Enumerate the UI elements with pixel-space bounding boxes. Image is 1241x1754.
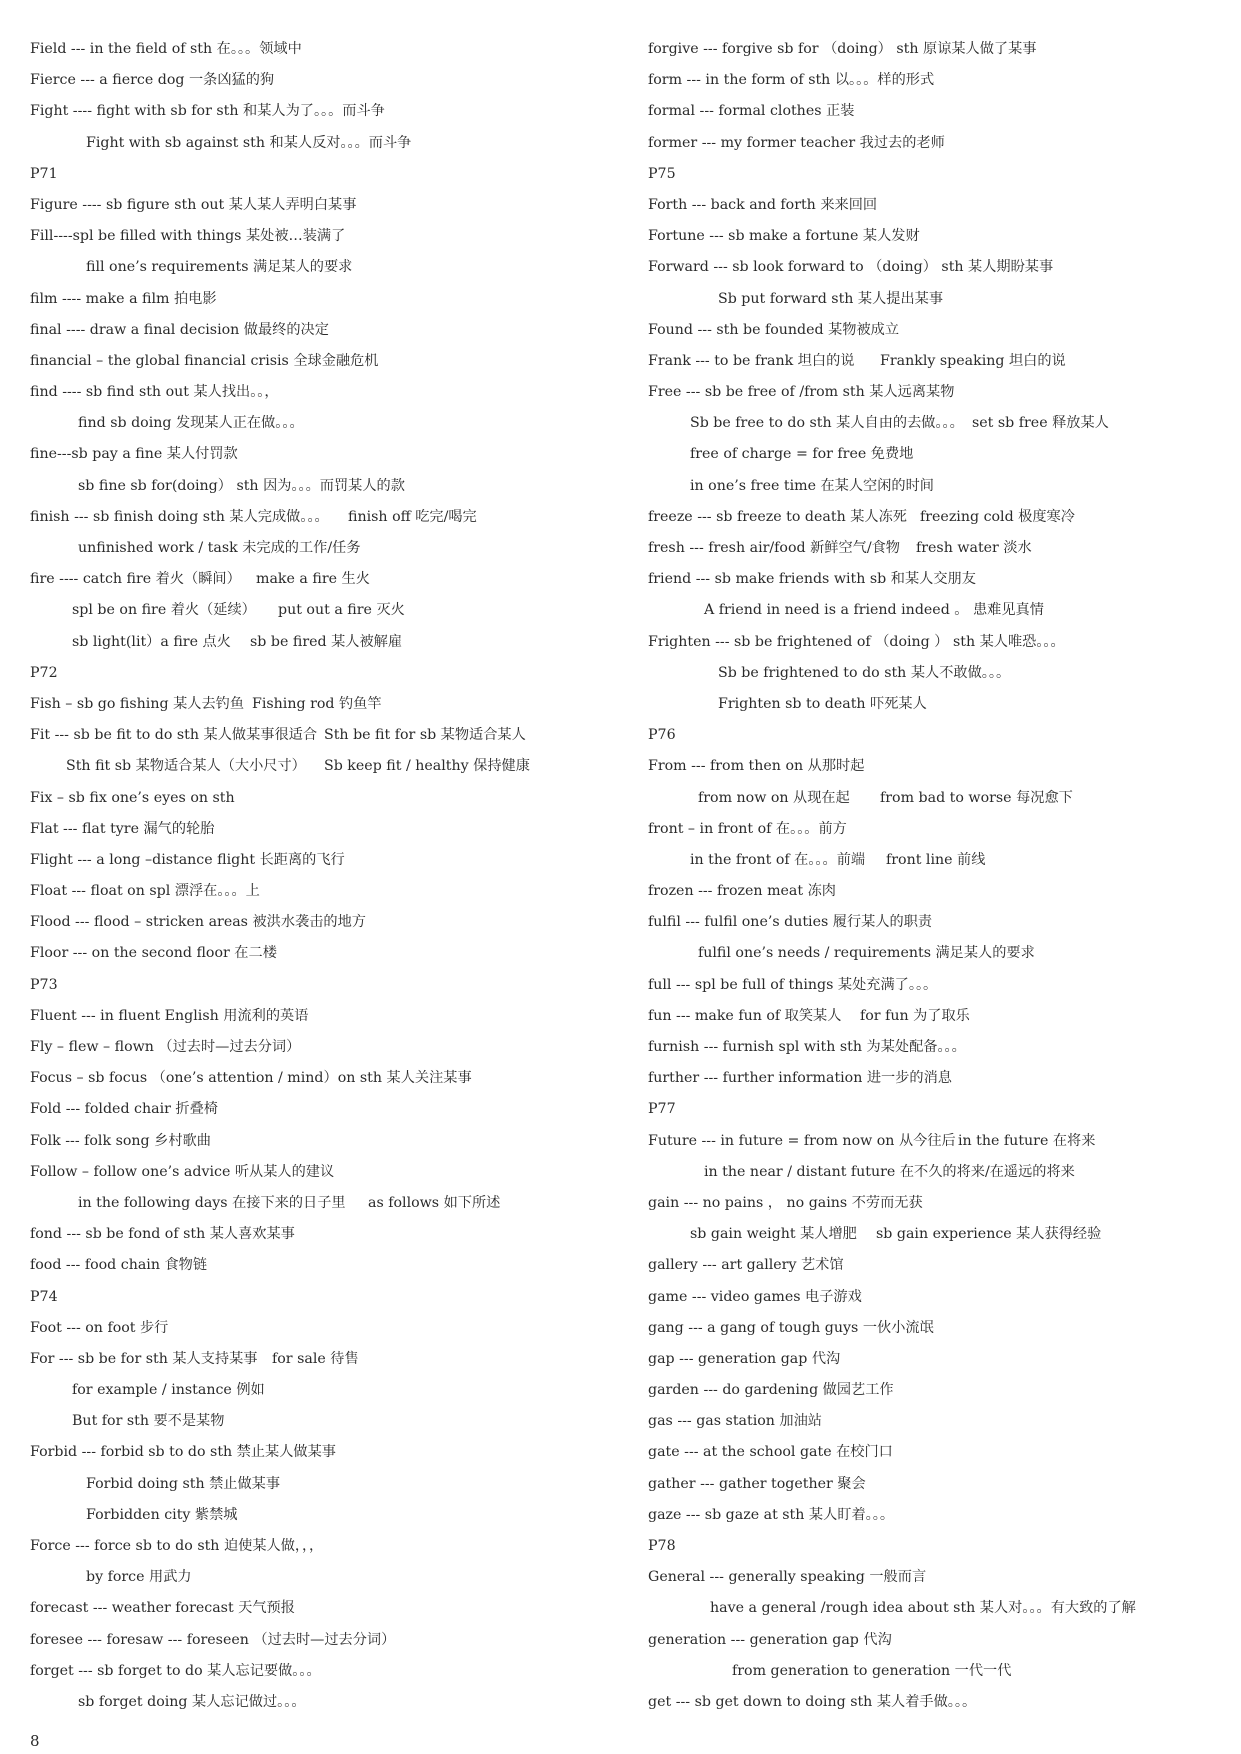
text-line xyxy=(648,720,1228,751)
text-line xyxy=(30,627,620,658)
entry-text: Future --- in future = from now on 从今往后 xyxy=(648,1132,956,1149)
entry-text: film ---- make a film 拍电影 xyxy=(30,290,217,307)
entry-text: forgive --- forgive sb for （doing） sth 原谅某人做了某事 xyxy=(648,41,1037,57)
text-line xyxy=(648,1344,1228,1375)
text-line xyxy=(30,658,620,689)
text-line xyxy=(30,907,620,938)
entry-text-secondary: in the future 在将来 xyxy=(958,1132,1096,1149)
text-line xyxy=(30,1375,620,1406)
entry-text-secondary: Sth be fit for sb 某物适合某人 xyxy=(324,727,526,744)
text-line xyxy=(30,284,620,315)
text-line xyxy=(30,1500,620,1531)
entry-text: food --- food chain 食物链 xyxy=(30,1257,208,1274)
entry-text-secondary: front line 前线 xyxy=(886,851,986,868)
text-line xyxy=(648,1188,1228,1219)
text-line xyxy=(648,1469,1228,1500)
entry-text: have a general /rough idea about sth 某人对。。。有大致的了解 xyxy=(710,1600,1136,1617)
text-line xyxy=(30,1593,620,1624)
text-line xyxy=(30,845,620,876)
entry-text: Follow – follow one’s advice 听从某人的建议 xyxy=(30,1163,335,1180)
entry-text: forecast --- weather forecast 天气预报 xyxy=(30,1600,295,1617)
text-line xyxy=(648,907,1228,938)
text-line xyxy=(30,315,620,346)
text-line xyxy=(648,1625,1228,1656)
text-line xyxy=(30,876,620,907)
entry-text: For --- sb be for sth 某人支持某事 xyxy=(30,1350,258,1367)
text-line xyxy=(30,502,620,533)
text-line xyxy=(30,1250,620,1281)
text-line xyxy=(648,595,1228,626)
entry-text: by force 用武力 xyxy=(86,1569,192,1586)
text-line xyxy=(30,190,620,221)
text-line xyxy=(648,252,1228,283)
text-line xyxy=(648,315,1228,346)
text-line xyxy=(30,1126,620,1157)
text-line xyxy=(648,1656,1228,1687)
entry-text: From --- from then on 从那时起 xyxy=(648,758,865,775)
entry-text: Forth --- back and forth 来来回回 xyxy=(648,196,878,213)
text-line xyxy=(30,1313,620,1344)
text-line xyxy=(30,1282,620,1313)
entry-text: in the front of 在。。。前端 xyxy=(690,851,866,868)
entry-text-secondary: Frankly speaking 坦白的说 xyxy=(880,352,1066,369)
entry-text: Fish – sb go fishing 某人去钓鱼 xyxy=(30,695,245,712)
entry-text: Flight --- a long –distance flight 长距离的飞行 xyxy=(30,851,345,868)
entry-text: Forbid --- forbid sb to do sth 禁止某人做某事 xyxy=(30,1444,336,1461)
entry-text-secondary: sb gain experience 某人获得经验 xyxy=(876,1226,1102,1243)
entry-text: from generation to generation 一代一代 xyxy=(732,1662,1012,1679)
entry-text: General --- generally speaking 一般而言 xyxy=(648,1569,927,1586)
text-line xyxy=(30,783,620,814)
entry-text: gaze --- sb gaze at sth 某人盯着。。。 xyxy=(648,1506,895,1523)
entry-text-secondary: make a fire 生火 xyxy=(256,571,370,588)
entry-text: Field --- in the field of sth 在。。。领域中 xyxy=(30,41,302,57)
text-line xyxy=(648,1562,1228,1593)
entry-text-secondary: from bad to worse 每况愈下 xyxy=(880,789,1073,806)
text-line xyxy=(648,533,1228,564)
text-line xyxy=(648,1126,1228,1157)
text-line xyxy=(30,34,620,65)
entry-text: front – in front of 在。。。前方 xyxy=(648,820,847,837)
entry-text: game --- video games 电子游戏 xyxy=(648,1288,862,1305)
text-line xyxy=(648,65,1228,96)
entry-text-secondary: Sb keep fit / healthy 保持健康 xyxy=(324,758,530,775)
entry-text: gas --- gas station 加油站 xyxy=(648,1413,822,1430)
text-line xyxy=(30,938,620,969)
text-line xyxy=(648,439,1228,470)
entry-text: further --- further information 进一步的消息 xyxy=(648,1070,952,1087)
entry-text: Found --- sth be founded 某物被成立 xyxy=(648,321,900,338)
text-line xyxy=(648,1094,1228,1125)
text-line xyxy=(30,595,620,626)
text-line xyxy=(648,1406,1228,1437)
text-line xyxy=(648,1001,1228,1032)
entry-text: P76 xyxy=(648,727,676,744)
text-line xyxy=(648,970,1228,1001)
entry-text: fulfil --- fulfil one’s duties 履行某人的职责 xyxy=(648,914,933,931)
text-line xyxy=(30,1219,620,1250)
text-line xyxy=(30,814,620,845)
text-line xyxy=(30,346,620,377)
entry-text: formal --- formal clothes 正装 xyxy=(648,103,855,120)
left-column xyxy=(30,34,620,1718)
entry-text: Forward --- sb look forward to （doing） sth 某人期盼某事 xyxy=(648,259,1054,276)
entry-text: foresee --- foresaw --- foreseen （过去时—过去分词） xyxy=(30,1631,396,1648)
entry-text: Fortune --- sb make a fortune 某人发财 xyxy=(648,228,920,245)
entry-text: for example / instance 例如 xyxy=(72,1382,265,1399)
entry-text-secondary: sb be fired 某人被解雇 xyxy=(250,633,403,650)
entry-text: sb fine sb for(doing） sth 因为。。。而罚某人的款 xyxy=(78,477,405,494)
entry-text: Force --- force sb to do sth 迫使某人做，，， xyxy=(30,1538,324,1554)
entry-text: garden --- do gardening 做园艺工作 xyxy=(648,1382,894,1399)
entry-text: in one’s free time 在某人空闲的时间 xyxy=(690,477,934,494)
entry-text: P78 xyxy=(648,1538,676,1554)
entry-text: P77 xyxy=(648,1101,676,1118)
entry-text: free of charge = for free 免费地 xyxy=(690,446,914,463)
text-line xyxy=(30,970,620,1001)
text-line xyxy=(648,1593,1228,1624)
entry-text: former --- my former teacher 我过去的老师 xyxy=(648,134,945,151)
text-line xyxy=(648,159,1228,190)
entry-text: Sb be free to do sth 某人自由的去做。。。 xyxy=(690,415,964,432)
text-line xyxy=(648,1375,1228,1406)
text-line xyxy=(648,689,1228,720)
text-line xyxy=(30,1437,620,1468)
text-line xyxy=(30,564,620,595)
entry-text: in the near / distant future 在不久的将来/在遥远的将来 xyxy=(704,1163,1075,1180)
text-line xyxy=(648,408,1228,439)
text-line xyxy=(648,783,1228,814)
text-line xyxy=(30,96,620,127)
entry-text: Fold --- folded chair 折叠椅 xyxy=(30,1101,218,1118)
entry-text-secondary: set sb free 释放某人 xyxy=(972,415,1109,432)
entry-text: Fight ---- fight with sb for sth 和某人为了。。。而斗争 xyxy=(30,103,385,120)
text-line xyxy=(648,1500,1228,1531)
text-line xyxy=(648,627,1228,658)
entry-text: Fight with sb against sth 和某人反对。。。而斗争 xyxy=(86,134,412,151)
text-line xyxy=(30,471,620,502)
text-line xyxy=(30,159,620,190)
text-line xyxy=(30,1531,620,1562)
entry-text: form --- in the form of sth 以。。。样的形式 xyxy=(648,72,935,89)
entry-text: Flood --- flood – stricken areas 被洪水袭击的地方 xyxy=(30,914,366,931)
entry-text: find sb doing 发现某人正在做。。。 xyxy=(78,415,304,432)
text-line xyxy=(30,221,620,252)
entry-text: from now on 从现在起 xyxy=(698,789,850,806)
entry-text: P75 xyxy=(648,165,676,182)
page-number: 8 xyxy=(30,1732,40,1750)
text-line xyxy=(648,658,1228,689)
entry-text-secondary: freezing cold 极度寒冷 xyxy=(920,508,1075,525)
entry-text: But for sth 要不是某物 xyxy=(72,1413,225,1430)
entry-text: sb forget doing 某人忘记做过。。。 xyxy=(78,1693,306,1710)
text-line xyxy=(648,751,1228,782)
entry-text: final ---- draw a final decision 做最终的决定 xyxy=(30,321,329,338)
text-line xyxy=(648,284,1228,315)
text-line xyxy=(648,471,1228,502)
entry-text: Foot --- on foot 步行 xyxy=(30,1319,169,1336)
entry-text: gap --- generation gap 代沟 xyxy=(648,1350,841,1367)
entry-text: Fierce --- a fierce dog 一条凶猛的狗 xyxy=(30,72,275,89)
text-line xyxy=(648,1531,1228,1562)
text-line xyxy=(30,252,620,283)
text-line xyxy=(648,1687,1228,1718)
text-line xyxy=(648,1063,1228,1094)
entry-text: find ---- sb find sth out 某人找出。。， xyxy=(30,384,279,401)
text-line xyxy=(648,377,1228,408)
entry-text: financial – the global financial crisis 全球金融危机 xyxy=(30,352,379,369)
entry-text-secondary: fresh water 淡水 xyxy=(916,540,1032,556)
entry-text: Flat --- flat tyre 漏气的轮胎 xyxy=(30,820,215,837)
entry-text: Fly – flew – flown （过去时—过去分词） xyxy=(30,1039,301,1055)
text-line xyxy=(30,1188,620,1219)
entry-text: fresh --- fresh air/food 新鲜空气/食物 xyxy=(648,540,900,556)
entry-text: P73 xyxy=(30,976,58,993)
entry-text-secondary: finish off 吃完/喝完 xyxy=(348,508,477,525)
entry-text: fire ---- catch fire 着火（瞬间） xyxy=(30,571,241,588)
text-line xyxy=(648,814,1228,845)
text-line xyxy=(30,1562,620,1593)
entry-text: Fit --- sb be fit to do sth 某人做某事很适合 xyxy=(30,727,318,744)
text-line xyxy=(648,1282,1228,1313)
entry-text: Focus – sb focus （one’s attention / mind）on sth 某人关注某事 xyxy=(30,1070,472,1087)
text-line xyxy=(648,1250,1228,1281)
text-line xyxy=(648,564,1228,595)
text-line xyxy=(30,439,620,470)
text-line xyxy=(648,1032,1228,1063)
text-line xyxy=(648,128,1228,159)
entry-text: Forbid doing sth 禁止做某事 xyxy=(86,1475,281,1492)
entry-text: Floor --- on the second floor 在二楼 xyxy=(30,945,277,962)
entry-text: freeze --- sb freeze to death 某人冻死 xyxy=(648,508,907,525)
text-line xyxy=(648,1437,1228,1468)
entry-text: frozen --- frozen meat 冻肉 xyxy=(648,883,836,900)
entry-text: Frank --- to be frank 坦白的说 xyxy=(648,352,855,369)
entry-text: fun --- make fun of 取笑某人 xyxy=(648,1007,842,1024)
text-line xyxy=(30,1157,620,1188)
entry-text: generation --- generation gap 代沟 xyxy=(648,1631,892,1648)
entry-text: P74 xyxy=(30,1288,58,1305)
entry-text: Forbidden city 紫禁城 xyxy=(86,1506,238,1523)
text-line xyxy=(30,1063,620,1094)
text-line xyxy=(30,1032,620,1063)
text-line xyxy=(30,128,620,159)
text-line xyxy=(30,1094,620,1125)
entry-text: Fluent --- in fluent English 用流利的英语 xyxy=(30,1007,309,1024)
text-line xyxy=(30,408,620,439)
entry-text: get --- sb get down to doing sth 某人着手做。。。 xyxy=(648,1693,977,1710)
entry-text: fine---sb pay a fine 某人付罚款 xyxy=(30,446,238,463)
entry-text: Folk --- folk song 乡村歌曲 xyxy=(30,1132,211,1149)
text-line xyxy=(30,533,620,564)
entry-text: Fill----spl be filled with things 某处被…装满了 xyxy=(30,228,346,245)
text-line xyxy=(30,720,620,751)
entry-text: fulfil one’s needs / requirements 满足某人的要求 xyxy=(698,945,1035,962)
entry-text-secondary: as follows 如下所述 xyxy=(368,1194,501,1211)
text-line xyxy=(30,1625,620,1656)
entry-text-secondary: for sale 待售 xyxy=(272,1350,359,1367)
text-line xyxy=(648,1313,1228,1344)
entry-text: Sb put forward sth 某人提出某事 xyxy=(718,290,944,307)
entry-text: Figure ---- sb figure sth out 某人某人弄明白某事 xyxy=(30,196,357,213)
entry-text-secondary: put out a fire 灭火 xyxy=(278,602,405,619)
text-line xyxy=(648,34,1228,65)
text-line xyxy=(30,689,620,720)
entry-text: fill one’s requirements 满足某人的要求 xyxy=(86,259,353,276)
entry-text: gain --- no pains ， no gains 不劳而无获 xyxy=(648,1194,923,1211)
text-line xyxy=(30,1344,620,1375)
text-line xyxy=(648,96,1228,127)
text-line xyxy=(648,845,1228,876)
entry-text: gang --- a gang of tough guys 一伙小流氓 xyxy=(648,1319,934,1336)
text-line xyxy=(30,1001,620,1032)
entry-text: forget --- sb forget to do 某人忘记要做。。。 xyxy=(30,1662,321,1679)
text-line xyxy=(30,751,620,782)
text-line xyxy=(648,221,1228,252)
entry-text: gate --- at the school gate 在校门口 xyxy=(648,1444,893,1461)
text-line xyxy=(648,938,1228,969)
entry-text: Frighten --- sb be frightened of （doing ） sth 某人唯恐。。。 xyxy=(648,633,1065,650)
entry-text: Free --- sb be free of /from sth 某人远离某物 xyxy=(648,384,955,401)
entry-text: Sb be frightened to do sth 某人不敢做。。。 xyxy=(718,664,1011,681)
entry-text-secondary: for fun 为了取乐 xyxy=(860,1007,970,1024)
entry-text: unfinished work / task 未完成的工作/任务 xyxy=(78,540,361,556)
entry-text: Sth fit sb 某物适合某人（大小尺寸） xyxy=(66,758,306,775)
entry-text: gather --- gather together 聚会 xyxy=(648,1475,866,1492)
entry-text: spl be on fire 着火（延续） xyxy=(72,602,256,619)
text-line xyxy=(30,1469,620,1500)
entry-text: furnish --- furnish spl with sth 为某处配备。。。 xyxy=(648,1039,966,1055)
text-line xyxy=(30,377,620,408)
text-line xyxy=(30,65,620,96)
text-line xyxy=(648,190,1228,221)
text-line xyxy=(30,1406,620,1437)
text-line xyxy=(30,1656,620,1687)
entry-text: Fix – sb fix one’s eyes on sth xyxy=(30,789,235,806)
entry-text: in the following days 在接下来的日子里 xyxy=(78,1194,346,1211)
entry-text: A friend in need is a friend indeed 。 患难见真情 xyxy=(704,602,1044,619)
text-line xyxy=(30,1687,620,1718)
entry-text: gallery --- art gallery 艺术馆 xyxy=(648,1257,844,1274)
entry-text: full --- spl be full of things 某处充满了。。。 xyxy=(648,976,938,993)
entry-text-secondary: Fishing rod 钓鱼竿 xyxy=(252,695,382,712)
entry-text: sb gain weight 某人增肥 xyxy=(690,1226,857,1243)
text-line xyxy=(648,502,1228,533)
entry-text: P71 xyxy=(30,165,58,182)
entry-text: sb light(lit）a fire 点火 xyxy=(72,633,231,650)
entry-text: Frighten sb to death 吓死某人 xyxy=(718,695,927,712)
entry-text: friend --- sb make friends with sb 和某人交朋友 xyxy=(648,571,976,588)
entry-text: P72 xyxy=(30,664,58,681)
right-column xyxy=(648,34,1228,1718)
entry-text: finish --- sb finish doing sth 某人完成做。。。 xyxy=(30,508,329,525)
text-line xyxy=(648,1157,1228,1188)
entry-text: Float --- float on spl 漂浮在。。。上 xyxy=(30,883,260,900)
text-line xyxy=(648,876,1228,907)
text-line xyxy=(648,1219,1228,1250)
entry-text: fond --- sb be fond of sth 某人喜欢某事 xyxy=(30,1226,295,1243)
text-line xyxy=(648,346,1228,377)
